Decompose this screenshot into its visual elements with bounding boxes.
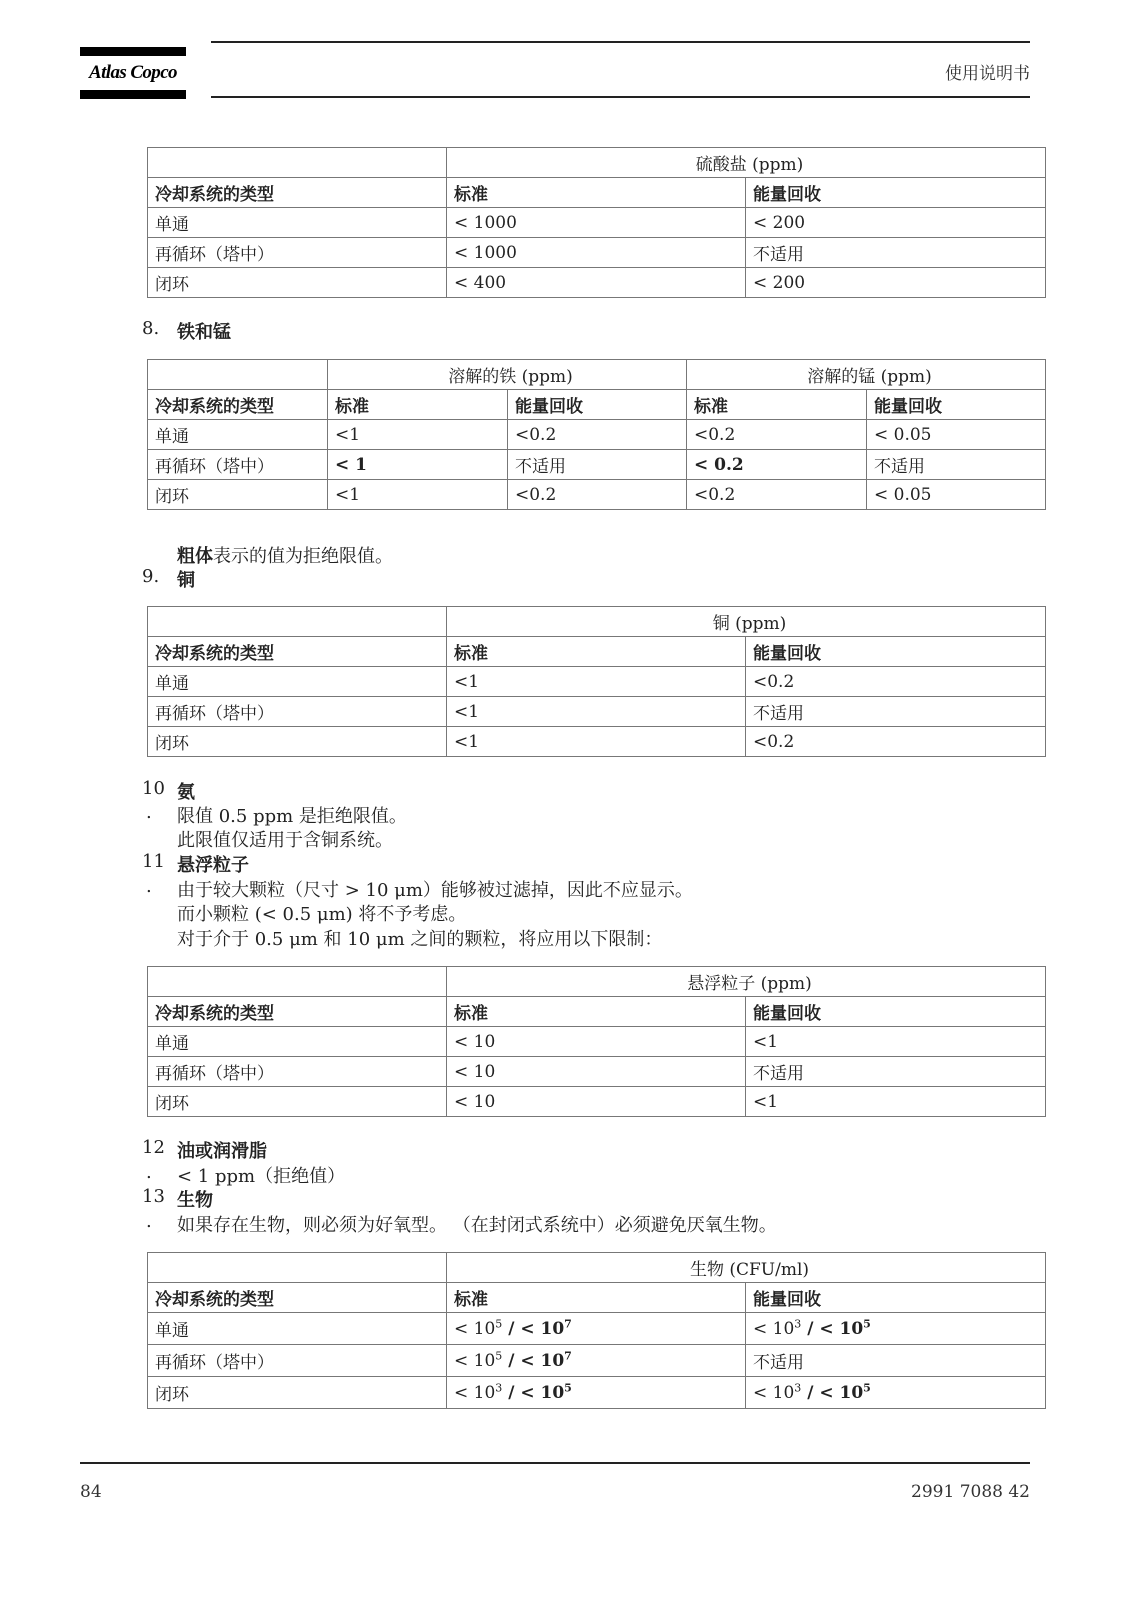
col-header-energy: 能量回收 (867, 390, 1046, 420)
blank-cell (148, 148, 447, 178)
table-header-row (148, 637, 1046, 667)
section-9-number: 9. (142, 566, 160, 587)
logo-bar-top (80, 47, 186, 56)
cell-manganese-energy: < 0.05 (867, 480, 1046, 510)
table-group-row (148, 967, 1046, 997)
row-label: 单通 (148, 208, 447, 238)
table-row (148, 1345, 1046, 1377)
header-title: 使用说明书 (945, 64, 1030, 84)
table-group-row (148, 1253, 1046, 1283)
bold-values-note (177, 542, 393, 568)
cell-energy: <1 (746, 1027, 1046, 1057)
section-11-title: 悬浮粒子 (177, 855, 249, 876)
footer-rule (80, 1462, 1030, 1464)
cell-manganese-energy: 不适用 (867, 450, 1046, 480)
table-row (148, 667, 1046, 697)
table-row (148, 268, 1046, 298)
table-row (148, 1087, 1046, 1117)
sulfate-table (147, 147, 1046, 298)
cell-energy (746, 1313, 1046, 1345)
value-prefix: < 10 (454, 1318, 496, 1339)
col-header-standard: 标准 (687, 390, 867, 420)
col-header-standard: 标准 (447, 178, 746, 208)
row-label: 闭环 (148, 268, 447, 298)
note-text: 表示的值为拒绝限值。 (213, 546, 393, 567)
cell-standard: < 1000 (447, 238, 746, 268)
cell-iron-energy: <0.2 (508, 480, 687, 510)
value-prefix: < 10 (753, 1382, 795, 1403)
col-header-type: 冷却系统的类型 (148, 1283, 447, 1313)
col-header-energy: 能量回收 (746, 178, 1046, 208)
document-number: 2991 7088 42 (911, 1482, 1030, 1502)
table-header-row (148, 390, 1046, 420)
table-row (148, 450, 1046, 480)
col-header-standard: 标准 (447, 637, 746, 667)
section-13-number: 13 (142, 1186, 165, 1207)
group-header-iron: 溶解的铁 (ppm) (328, 360, 687, 390)
cell-energy: < 200 (746, 208, 1046, 238)
table-row (148, 727, 1046, 757)
cell-iron-standard: < 1 (328, 450, 508, 480)
exponent: 5 (564, 1380, 572, 1394)
value-reject: / < 10 (502, 1350, 565, 1371)
col-header-energy: 能量回收 (746, 997, 1046, 1027)
cell-manganese-energy: < 0.05 (867, 420, 1046, 450)
cell-standard: < 10 (447, 1027, 746, 1057)
header-rule-top (211, 41, 1030, 43)
value-reject: / < 10 (801, 1318, 864, 1339)
col-header-standard: 标准 (447, 997, 746, 1027)
value-prefix: < 10 (454, 1350, 496, 1371)
col-header-energy: 能量回收 (746, 1283, 1046, 1313)
group-header: 悬浮粒子 (ppm) (447, 967, 1046, 997)
table-row (148, 1057, 1046, 1087)
logo-bar-bottom (80, 90, 186, 99)
exponent: 5 (863, 1380, 871, 1394)
section-12-title: 油或润滑脂 (177, 1141, 267, 1162)
cell-iron-energy: <0.2 (508, 420, 687, 450)
col-header-standard: 标准 (447, 1283, 746, 1313)
table-row (148, 1027, 1046, 1057)
exponent: 3 (495, 1380, 503, 1394)
table-row (148, 238, 1046, 268)
cell-iron-standard: <1 (328, 420, 508, 450)
col-header-type: 冷却系统的类型 (148, 178, 447, 208)
exponent: 5 (495, 1348, 503, 1362)
cell-energy: <0.2 (746, 727, 1046, 757)
cell-iron-energy: 不适用 (508, 450, 687, 480)
cell-manganese-standard: < 0.2 (687, 450, 867, 480)
section-11-line: 由于较大颗粒（尺寸 > 10 μm）能够被过滤掉，因此不应显示。 (177, 880, 693, 901)
section-9-title: 铜 (177, 570, 195, 591)
row-label: 闭环 (148, 727, 447, 757)
value-prefix: < 10 (753, 1318, 795, 1339)
section-12-number: 12 (142, 1137, 165, 1158)
row-label: 单通 (148, 1313, 447, 1345)
cell-standard: < 10 (447, 1087, 746, 1117)
cell-standard (447, 1377, 746, 1409)
col-header-type: 冷却系统的类型 (148, 997, 447, 1027)
section-11-number: 11 (142, 851, 165, 872)
cell-energy: 不适用 (746, 238, 1046, 268)
note-bold-word: 粗体 (177, 546, 213, 567)
cell-iron-standard: <1 (328, 480, 508, 510)
blank-cell (148, 360, 328, 390)
value-prefix: < 10 (454, 1382, 496, 1403)
cell-standard: < 400 (447, 268, 746, 298)
section-10-line: 此限值仅适用于含铜系统。 (177, 830, 393, 851)
section-11-line: 而小颗粒 (< 0.5 μm) 将不予考虑。 (177, 904, 467, 925)
table-group-row (148, 360, 1046, 390)
row-label: 再循环（塔中） (148, 238, 447, 268)
cell-energy: < 200 (746, 268, 1046, 298)
table-row (148, 1377, 1046, 1409)
row-label: 再循环（塔中） (148, 1057, 447, 1087)
group-header: 硫酸盐 (ppm) (447, 148, 1046, 178)
value-reject: / < 10 (502, 1382, 565, 1403)
group-header: 生物 (CFU/ml) (447, 1253, 1046, 1283)
blank-cell (148, 1253, 447, 1283)
exponent: 5 (495, 1316, 503, 1330)
section-12-line: < 1 ppm（拒绝值） (177, 1166, 346, 1187)
table-header-row (148, 1283, 1046, 1313)
atlas-copco-logo (80, 47, 186, 99)
cell-energy (746, 1377, 1046, 1409)
section-8-title: 铁和锰 (177, 322, 231, 343)
logo-text: Atlas Copco (89, 62, 177, 83)
col-header-energy: 能量回收 (746, 637, 1046, 667)
section-13-line: 如果存在生物，则必须为好氧型。 （在封闭式系统中）必须避免厌氧生物。 (177, 1215, 777, 1236)
value-reject: / < 10 (502, 1318, 565, 1339)
cell-standard: < 1000 (447, 208, 746, 238)
group-header: 铜 (ppm) (447, 607, 1046, 637)
section-13-title: 生物 (177, 1190, 213, 1211)
cell-manganese-standard: <0.2 (687, 480, 867, 510)
exponent: 7 (564, 1316, 572, 1330)
table-row (148, 208, 1046, 238)
exponent: 3 (794, 1316, 802, 1330)
cell-energy: 不适用 (746, 697, 1046, 727)
cell-standard: <1 (447, 697, 746, 727)
section-10-line: 限值 0.5 ppm 是拒绝限值。 (177, 806, 407, 827)
table-row (148, 420, 1046, 450)
row-label: 闭环 (148, 480, 328, 510)
row-label: 单通 (148, 420, 328, 450)
group-header-manganese: 溶解的锰 (ppm) (687, 360, 1046, 390)
cell-standard: < 10 (447, 1057, 746, 1087)
cell-standard: <1 (447, 727, 746, 757)
section-10-number: 10 (142, 778, 165, 799)
blank-cell (148, 967, 447, 997)
cell-standard (447, 1313, 746, 1345)
row-label: 单通 (148, 667, 447, 697)
row-label: 再循环（塔中） (148, 450, 328, 480)
col-header-type: 冷却系统的类型 (148, 390, 328, 420)
row-label: 闭环 (148, 1087, 447, 1117)
cell-standard: <1 (447, 667, 746, 697)
biology-table (147, 1252, 1046, 1409)
iron-manganese-table (147, 359, 1046, 510)
cell-manganese-standard: <0.2 (687, 420, 867, 450)
row-label: 再循环（塔中） (148, 1345, 447, 1377)
section-10-title: 氨 (177, 782, 195, 803)
section-12-number-dot: . (146, 1162, 152, 1183)
section-10-number-dot: . (146, 802, 152, 823)
section-8-number: 8. (142, 318, 160, 339)
section-13-number-dot: . (146, 1211, 152, 1232)
exponent: 5 (863, 1316, 871, 1330)
cell-energy: 不适用 (746, 1057, 1046, 1087)
table-row (148, 1313, 1046, 1345)
cell-standard (447, 1345, 746, 1377)
exponent: 7 (564, 1348, 572, 1362)
table-header-row (148, 997, 1046, 1027)
blank-cell (148, 607, 447, 637)
exponent: 3 (794, 1380, 802, 1394)
copper-table (147, 606, 1046, 757)
col-header-energy: 能量回收 (508, 390, 687, 420)
section-11-number-dot: . (146, 876, 152, 897)
row-label: 再循环（塔中） (148, 697, 447, 727)
table-row (148, 480, 1046, 510)
col-header-type: 冷却系统的类型 (148, 637, 447, 667)
table-row (148, 697, 1046, 727)
page-number: 84 (80, 1482, 102, 1502)
table-group-row (148, 148, 1046, 178)
header-rule-bottom (211, 96, 1030, 98)
cell-energy: 不适用 (746, 1345, 1046, 1377)
table-header-row (148, 178, 1046, 208)
cell-energy: <0.2 (746, 667, 1046, 697)
table-group-row (148, 607, 1046, 637)
value-reject: / < 10 (801, 1382, 864, 1403)
col-header-standard: 标准 (328, 390, 508, 420)
cell-energy: <1 (746, 1087, 1046, 1117)
row-label: 单通 (148, 1027, 447, 1057)
row-label: 闭环 (148, 1377, 447, 1409)
section-11-line: 对于介于 0.5 μm 和 10 μm 之间的颗粒，将应用以下限制： (177, 929, 663, 950)
suspended-particles-table (147, 966, 1046, 1117)
